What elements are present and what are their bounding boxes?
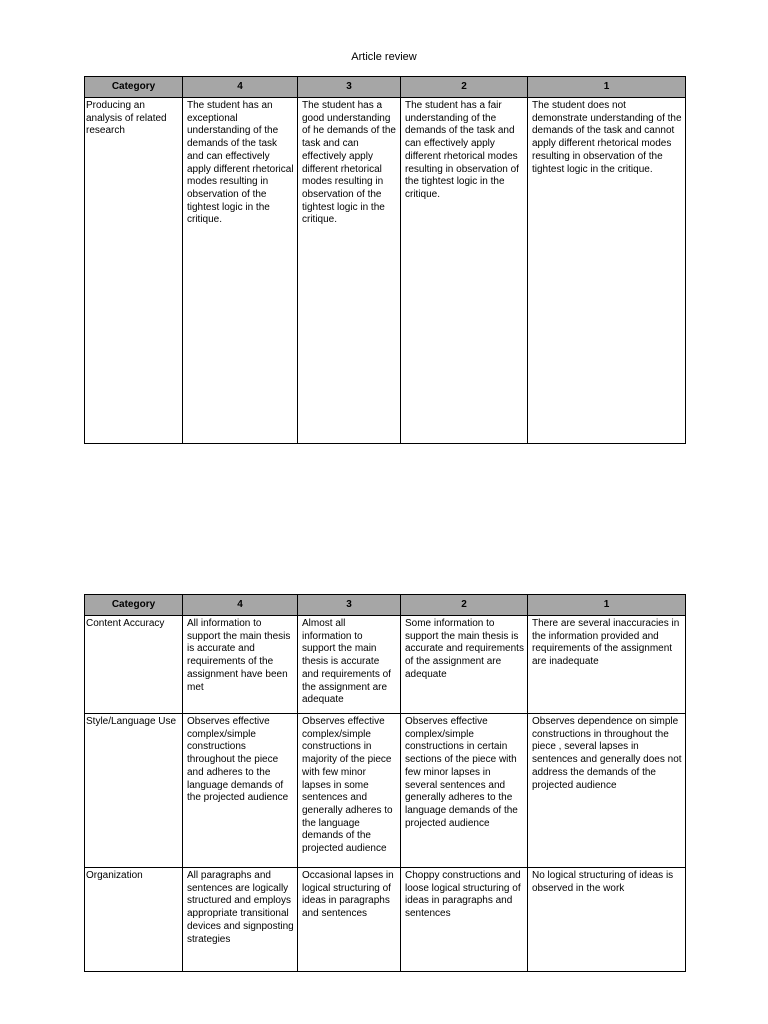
table-row [85, 98, 686, 444]
category-cell: Content Accuracy [85, 616, 183, 714]
score-3-cell: The student has a good understanding of he demands of the task and can effectively apply different rhetorical modes resulting in observation of the tightest logic in the critique. [298, 98, 401, 444]
table-row [85, 714, 686, 868]
header-score-1: 1 [528, 77, 686, 98]
score-2-cell: Some information to support the main thesis is accurate and requirements of the assignment are adequate [401, 616, 528, 714]
rubric-table-research [84, 76, 686, 444]
score-4-cell: The student has an exceptional understanding of the demands of the task and can effectively apply different rhetorical modes resulting in observation of the tightest logic in the critique. [183, 98, 298, 444]
category-cell: Organization [85, 868, 183, 972]
document-title: Article review [351, 51, 417, 63]
header-row [85, 77, 686, 98]
score-3-cell: Almost all information to support the main thesis is accurate and requirements of the assignment are adequate [298, 616, 401, 714]
header-row [85, 595, 686, 616]
header-score-4: 4 [183, 77, 298, 98]
score-1-cell: Observes dependence on simple constructions in throughout the piece , several lapses in sentences and generally does not address the demands of the projected audience [528, 714, 686, 868]
table-row [85, 616, 686, 714]
score-2-cell: Observes effective complex/simple constructions in certain sections of the piece with few minor lapses in several sentences and generally adheres to the language demands of the projected audience [401, 714, 528, 868]
score-4-cell: All information to support the main thesis is accurate and requirements of the assignment have been met [183, 616, 298, 714]
rubric-table-writing [84, 594, 686, 972]
score-4-cell: Observes effective complex/simple constructions throughout the piece and adheres to the language demands of the projected audience [183, 714, 298, 868]
header-score-2: 2 [401, 595, 528, 616]
category-cell: Producing an analysis of related research [85, 98, 183, 444]
score-1-cell: There are several inaccuracies in the information provided and requirements of the assignment are inadequate [528, 616, 686, 714]
category-cell: Style/Language Use [85, 714, 183, 868]
score-3-cell: Occasional lapses in logical structuring of ideas in paragraphs and sentences [298, 868, 401, 972]
header-score-4: 4 [183, 595, 298, 616]
score-3-cell: Observes effective complex/simple constructions in majority of the piece with few minor lapses in some sentences and generally adheres to the language demands of the projected audience [298, 714, 401, 868]
header-category: Category [85, 595, 183, 616]
score-1-cell: No logical structuring of ideas is observed in the work [528, 868, 686, 972]
header-score-2: 2 [401, 77, 528, 98]
header-score-1: 1 [528, 595, 686, 616]
header-score-3: 3 [298, 77, 401, 98]
score-2-cell: Choppy constructions and loose logical structuring of ideas in paragraphs and sentences [401, 868, 528, 972]
score-4-cell: All paragraphs and sentences are logically structured and employs appropriate transitional devices and signposting strategies [183, 868, 298, 972]
score-2-cell: The student has a fair understanding of the demands of the task and can effectively apply different rhetorical modes resulting in observation of the tightest logic in the critique. [401, 98, 528, 444]
score-1-cell: The student does not demonstrate understanding of the demands of the task and cannot apply different rhetorical modes resulting in observation of the tightest logic in the critique. [528, 98, 686, 444]
header-category: Category [85, 77, 183, 98]
header-score-3: 3 [298, 595, 401, 616]
table-row [85, 868, 686, 972]
